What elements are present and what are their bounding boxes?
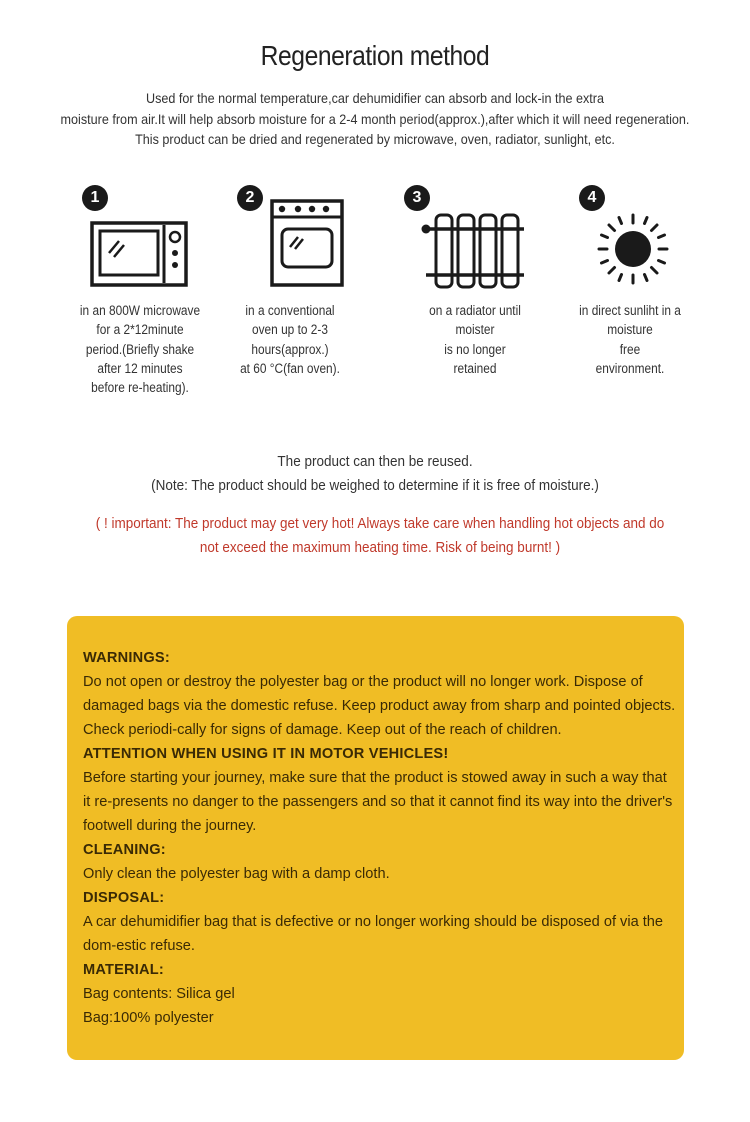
disposal-body: A car dehumidifier bag that is defective or no longer working should be disposed of via the dom-estic refuse. (83, 914, 664, 954)
vehicle-attention-heading: ATTENTION WHEN USING IT IN MOTOR VEHICLES! (83, 746, 449, 762)
reuse-line: The product can then be reused. (277, 453, 473, 470)
important-warning: ( ! important: The product may get very hot! Always take care when handling hot objects and do not exceed the maximum heating time. Risk of being burnt! ) (95, 515, 665, 556)
vehicle-attention-body: Before starting your journey, make sure that the product is stowed away in such a way that it re-presents no danger to the passengers and so that it cannot find its way into the driver's footwell during the journey. (83, 770, 673, 834)
cleaning-heading: CLEANING: (83, 842, 166, 858)
step-description: in direct sunliht in a moisture free environment. (579, 303, 681, 376)
material-bag: Bag:100% polyester (83, 1010, 214, 1026)
intro-text: Used for the normal temperature,car dehumidifier can absorb and lock-in the extra moisture from air.It will help absorb moisture for a 2-4 month period(approx.),after which it will need regeneration. This product can be dried and regenerated by microwave, oven, radiator, sunlight, etc. (60, 90, 690, 147)
microwave-icon (90, 219, 190, 289)
warnings-body: Do not open or destroy the polyester bag or the product will no longer work. Dispose of damaged bags via the domestic refuse. Keep product away from sharp and pointed objects. Check periodi-cally for signs of damage. Keep out of the reach of children. (83, 674, 676, 738)
oven-icon (268, 197, 348, 289)
step-description: on a radiator until moister is no longer retained (429, 303, 521, 376)
disposal-heading: DISPOSAL: (83, 890, 165, 906)
step-number-badge: 3 (404, 185, 430, 211)
note-line: (Note: The product should be weighed to determine if it is free of moisture.) (151, 477, 599, 494)
warnings-content (83, 646, 677, 1030)
cleaning-body: Only clean the polyester bag with a damp cloth. (83, 866, 390, 882)
sun-icon (595, 211, 671, 287)
step-number-badge: 2 (237, 185, 263, 211)
step-number-badge: 1 (82, 185, 108, 211)
step-number-badge: 4 (579, 185, 605, 211)
material-contents: Bag contents: Silica gel (83, 986, 235, 1002)
page-title: Regeneration method (260, 40, 490, 71)
step-description: in a conventional oven up to 2-3 hours(approx.) at 60 °C(fan oven). (240, 303, 340, 376)
material-heading: MATERIAL: (83, 962, 164, 978)
step-description: in an 800W microwave for a 2*12minute period.(Briefly shake after 12 minutes before re-heating). (79, 303, 201, 396)
reuse-section (38, 450, 713, 498)
radiator-icon (418, 213, 528, 291)
warnings-panel (67, 616, 684, 1060)
warnings-heading: WARNINGS: (83, 650, 170, 666)
